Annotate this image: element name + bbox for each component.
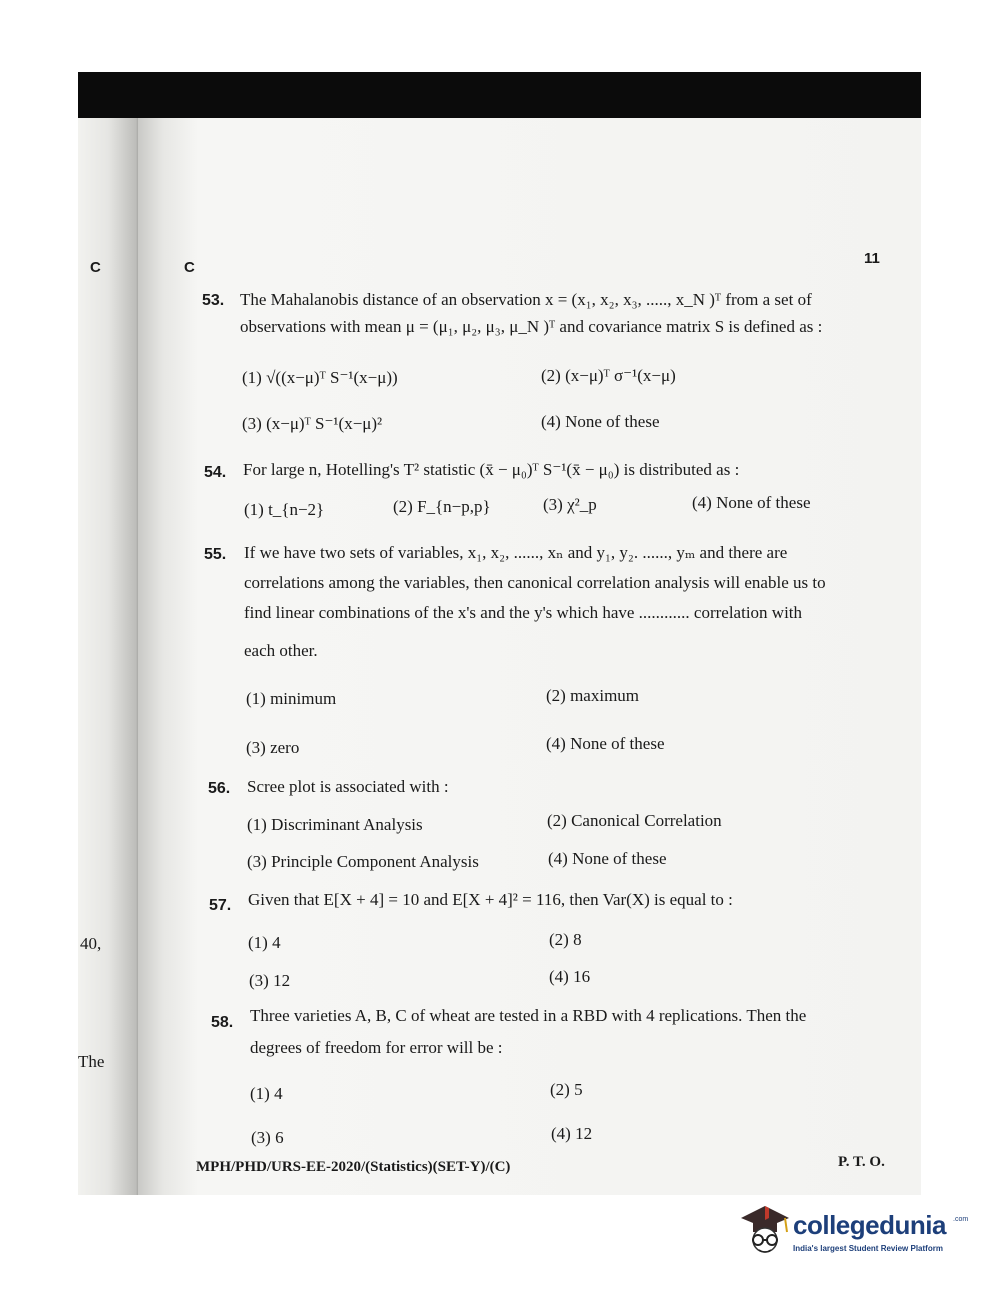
question-text: Three varieties A, B, C of wheat are tested in a RBD with 4 replications. Then the [250,1006,807,1025]
question-number: 55. [204,546,227,563]
brand-tagline: India's largest Student Review Platform [793,1244,943,1253]
answer-option: (4) None of these [546,734,665,753]
question-number: 58. [211,1014,234,1031]
answer-option: (3) (x−μ)ᵀ S⁻¹(x−μ)² [242,414,383,433]
answer-option: (2) 5 [550,1080,583,1099]
answer-option: (2) F_{n−p,p} [393,497,491,516]
brand-suffix: .com [953,1216,969,1223]
previous-page-edge [78,118,138,1195]
answer-option: (2) maximum [546,686,640,705]
question-text: Given that E[X + 4] = 10 and E[X + 4]² = 116, then Var(X) is equal to : [248,890,733,909]
margin-letter: C [90,259,101,276]
question-text: degrees of freedom for error will be : [250,1038,503,1057]
question-number: 57. [209,897,232,914]
margin-note: The [78,1052,105,1071]
answer-option: (2) (x−μ)ᵀ σ⁻¹(x−μ) [541,366,676,385]
question-text: correlations among the variables, then canonical correlation analysis will enable us to [244,573,826,592]
answer-option: (4) 16 [549,967,591,986]
answer-option: (4) None of these [541,412,660,431]
answer-option: (3) 6 [251,1128,284,1147]
answer-option: (2) Canonical Correlation [547,811,722,830]
question-number: 53. [202,292,225,309]
margin-note: 40, [80,934,102,953]
question-text: observations with mean μ = (μ₁, μ₂, μ₃, μ_N )ᵀ and covariance matrix S is defined as : [240,317,823,336]
page-letter: C [184,259,195,276]
question-text: For large n, Hotelling's T² statistic (x̄ − μ₀)ᵀ S⁻¹(x̄ − μ₀) is distributed as : [243,460,740,479]
answer-option: (1) t_{n−2} [244,500,325,519]
question-number: 56. [208,780,231,797]
scanned-page [78,72,921,1195]
answer-option: (4) None of these [548,849,667,868]
graduate-mascot-icon [735,1198,795,1264]
question-text: If we have two sets of variables, x₁, x₂, ......, xₙ and y₁, y₂. ......, yₘ and there are [244,543,788,562]
answer-option: (4) None of these [692,493,811,512]
answer-option: (1) minimum [246,689,337,708]
answer-option: (1) 4 [248,933,281,952]
answer-option: (4) 12 [551,1124,593,1143]
question-text: Scree plot is associated with : [247,777,449,796]
question-text: The Mahalanobis distance of an observation x = (x₁, x₂, x₃, ....., x_N )ᵀ from a set of [240,290,812,309]
answer-option: (1) Discriminant Analysis [247,815,423,834]
answer-option: (3) χ²_p [543,495,597,514]
answer-option: (3) 12 [249,971,291,990]
question-text: find linear combinations of the x's and the y's which have ............ correlation with [244,603,803,622]
question-text: each other. [244,641,318,660]
answer-option: (3) zero [246,738,300,757]
answer-option: (2) 8 [549,930,582,949]
page-number: 11 [864,250,880,267]
question-number: 54. [204,464,227,481]
answer-option: (3) Principle Component Analysis [247,852,479,871]
scan-top-black-bar [78,72,921,118]
brand-name: collegedunia [793,1210,946,1240]
answer-option: (1) √((x−μ)ᵀ S⁻¹(x−μ)) [242,368,398,387]
collegedunia-logo[interactable] [735,1198,969,1268]
answer-option: (1) 4 [250,1084,283,1103]
exam-code: MPH/PHD/URS-EE-2020/(Statistics)(SET-Y)/(C) [196,1159,511,1175]
page-turn-note: P. T. O. [838,1154,885,1170]
